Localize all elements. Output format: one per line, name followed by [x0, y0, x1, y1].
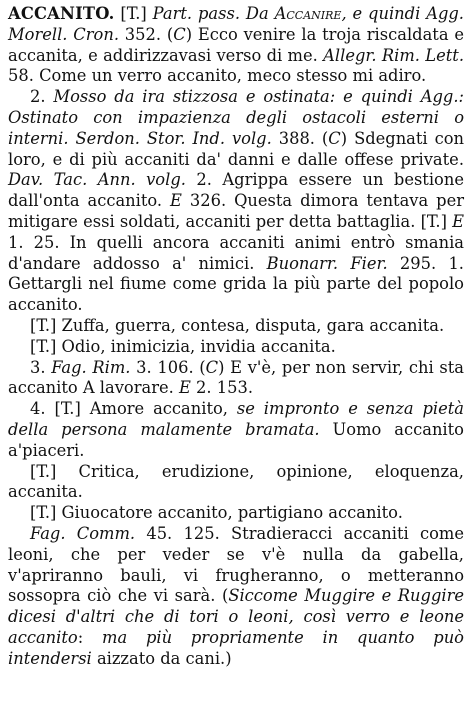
- text-segment: Allegr. Rim. Lett.: [323, 45, 464, 65]
- text-segment: 45. 125. Stradieracci accaniti come leoni, che per veder se v'è nulla da gabella, v'apriranno bauli, vi frugheranno, o metteranno sossopra ciò che vi sarà. (: [8, 523, 465, 606]
- text-segment: 4.: [30, 399, 55, 419]
- text-segment: :: [77, 627, 102, 647]
- text-segment: C: [173, 24, 186, 44]
- text-segment: ma più propriamente in quanto può intendersi: [8, 627, 464, 668]
- entry-paragraph-8: [8, 503, 464, 524]
- text-segment: Accanire: [274, 4, 342, 23]
- text-segment: 3.: [30, 357, 52, 377]
- text-segment: 388. (: [271, 128, 329, 148]
- text-segment: 58. Come un verro accanito, meco stesso mi adiro.: [8, 66, 427, 86]
- entry-paragraph-2: [8, 87, 464, 316]
- text-segment: Mosso da ira stizzosa e ostinata: e quindi Agg.: Ostinato con impazienza degli ostacoli esterni o interni. Serdon. Stor. Ind. volg.: [8, 87, 464, 148]
- text-segment: Zuffa, guerra, contesa, disputa, gara accanita.: [56, 315, 445, 335]
- text-segment: ) E v'è, per non servir, chi sta accanito A lavorare.: [8, 357, 464, 398]
- entry-paragraph-7: [8, 462, 464, 504]
- text-segment: Fag. Comm.: [30, 523, 136, 543]
- text-segment: Buonarr. Fier.: [266, 253, 388, 273]
- text-segment: [T.]: [30, 315, 57, 335]
- text-segment: 326. Questa dimora tentava per mitigare essi soldati, accaniti per detta battaglia. [T.]: [8, 191, 464, 231]
- text-segment: Giuocatore accanito, partigiano accanito.: [56, 503, 403, 523]
- text-segment: Siccome Muggire e Ruggire dicesi d'altri che di tori o leoni, così verro e leone accanito: [8, 586, 464, 647]
- text-segment: Fag. Rim.: [51, 357, 131, 377]
- text-segment: C: [328, 128, 341, 148]
- text-segment: E: [170, 191, 182, 211]
- text-segment: E: [178, 378, 191, 398]
- text-segment: Dav. Tac. Ann. volg.: [8, 170, 186, 190]
- text-segment: C: [205, 357, 219, 377]
- text-segment: [T.]: [30, 503, 57, 523]
- text-segment: 2. 153.: [190, 378, 254, 398]
- text-segment: 1. 25. In quelli ancora accaniti animi entrò smania d'andare addosso a' nimici.: [8, 232, 464, 273]
- text-segment: ) Sdegnati con loro, e di più accaniti da' danni e dalle offese private.: [8, 128, 465, 169]
- text-segment: 295. 1. Gettargli nel fiume come grida la più parte del popolo accanito.: [8, 253, 464, 315]
- text-segment: 3. 106. (: [130, 357, 206, 377]
- dictionary-entry: [8, 4, 464, 670]
- text-segment: Uomo accanito a'piaceri.: [8, 419, 464, 460]
- text-segment: [T.]: [30, 336, 57, 356]
- text-segment: , e quindi Agg. Morell. Cron.: [8, 4, 464, 44]
- headword: ACCANITO.: [8, 4, 115, 23]
- text-segment: ) Ecco venire la troja riscaldata e accanita, e addirizzavasi verso di me.: [8, 24, 464, 65]
- entry-paragraph-9: [8, 524, 464, 670]
- entry-senses: [8, 87, 464, 669]
- text-segment: [T.]: [30, 461, 57, 481]
- text-segment: [T.]: [54, 399, 81, 419]
- entry-tag: [T.]: [120, 4, 147, 23]
- text-segment: Part. pass. Da: [152, 4, 275, 23]
- text-segment: 2. Agrippa essere un bestione dall'onta accanito.: [8, 170, 464, 211]
- text-segment: 352. (: [119, 24, 174, 44]
- entry-paragraph-1: [8, 4, 464, 87]
- entry-paragraph-5: [8, 358, 464, 400]
- text-segment: E: [452, 211, 464, 231]
- text-segment: se impronto e senza pietà della persona malamente bramata.: [8, 399, 464, 439]
- entry-paragraph-3: [8, 316, 464, 337]
- entry-paragraph-4: [8, 337, 464, 358]
- text-segment: aizzato da cani.): [91, 648, 232, 668]
- entry-paragraph-6: [8, 399, 464, 461]
- text-segment: 2.: [30, 87, 54, 107]
- text-segment: Amore accanito,: [80, 399, 237, 419]
- text-segment: Critica, erudizione, opinione, eloquenza, accanita.: [8, 461, 464, 502]
- text-segment: Odio, inimicizia, invidia accanita.: [56, 336, 336, 356]
